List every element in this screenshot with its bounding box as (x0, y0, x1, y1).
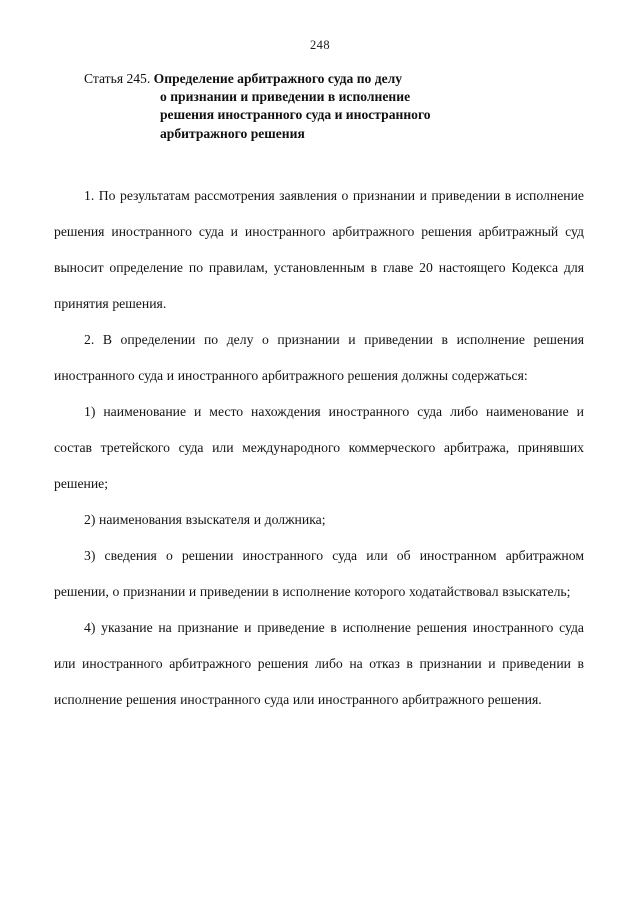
heading-title-line-4: арбитражного решения (160, 125, 305, 141)
heading-title-line-2: о признании и приведении в исполнение (160, 89, 411, 105)
paragraph-item-3: 3) сведения о решении иностранного суда или об иностранном арбитражном решении, о признании и приведении в исполнение которого ходатайствовал взыскатель; (54, 548, 584, 599)
paragraph-clause-1: 1. По результатам рассмотрения заявления о признании и приведении в исполнение решения иностранного суда и иностранного арбитражного решения арбитражный суд выносит определение по правилам, установленным в главе 20 настоящего Кодекса для принятия решения. (54, 188, 584, 311)
paragraph-item-1: 1) наименование и место нахождения иностранного суда либо наименование и состав третейского суда или международного коммерческого арбитража, принявших решение; (54, 404, 584, 491)
page-number: 248 (310, 38, 330, 52)
paragraph-clause-2: 2. В определении по делу о признании и приведении в исполнение решения иностранного суда и иностранного арбитражного решения должны содержаться: (54, 332, 584, 383)
article-body (54, 178, 584, 718)
paragraph-item-2: 2) наименования взыскателя и должника; (84, 512, 326, 527)
paragraph-item-4: 4) указание на признание и приведение в исполнение решения иностранного суда или иностранного арбитражного решения либо на отказ в признании и приведении в исполнение решения иностранного суда или иностранного арбитражного решения. (54, 620, 584, 707)
article-label: Статья 245. (84, 71, 151, 86)
heading-title-line-1: Определение арбитражного суда по делу (153, 71, 403, 86)
heading-line-1 (84, 70, 514, 88)
article-heading (84, 70, 514, 143)
heading-title-line-3: решения иностранного суда и иностранного (160, 107, 431, 123)
